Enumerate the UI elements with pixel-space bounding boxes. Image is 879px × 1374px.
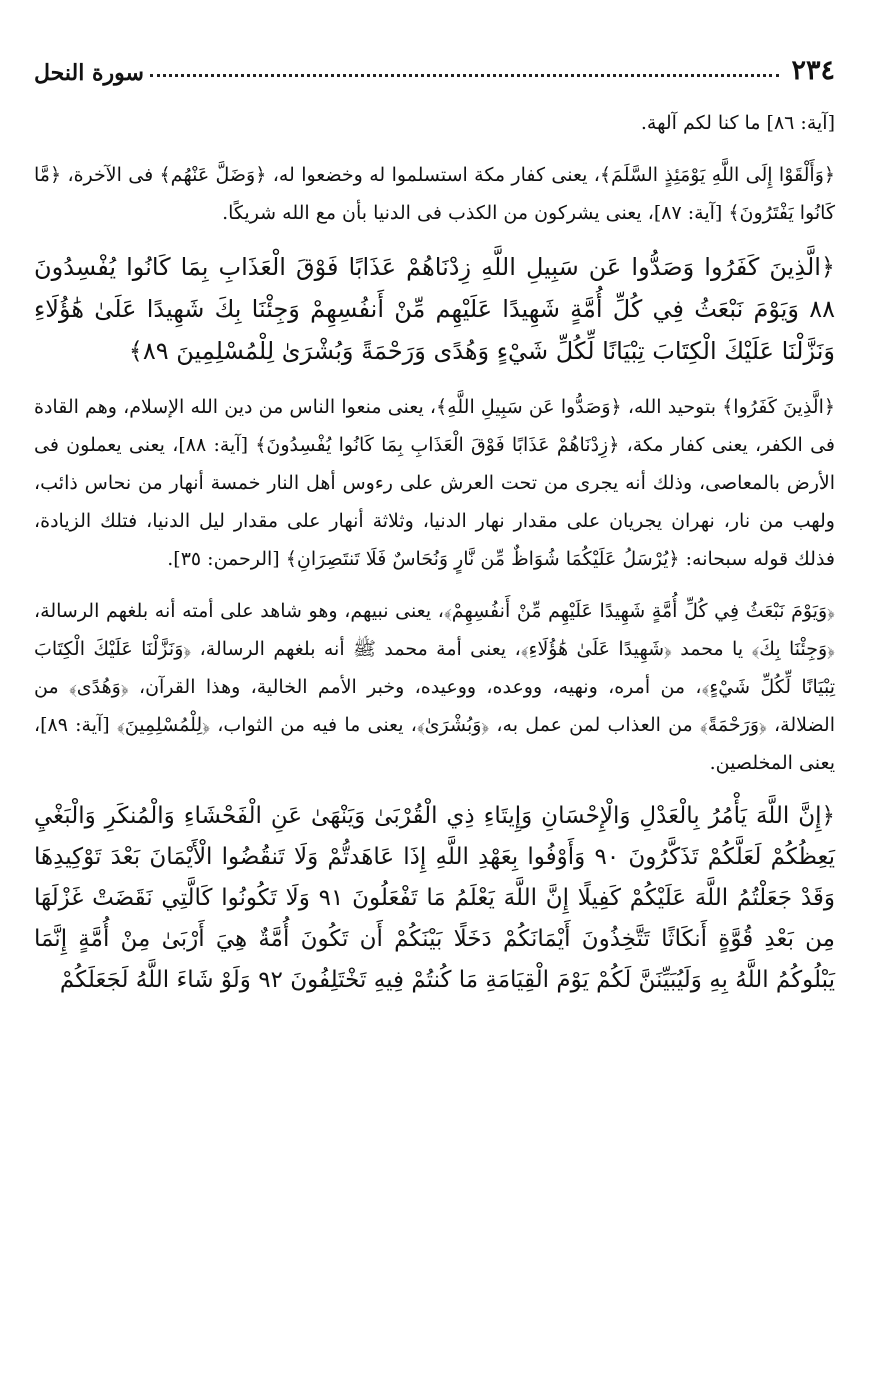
header-dotted-leader [150, 74, 780, 77]
page-number: ٢٣٤ [791, 55, 835, 86]
commentary-continuation: [آية: ٨٦] ما كنا لكم آلهة. [640, 112, 835, 134]
quran-verses-88-89: ﴿الَّذِينَ كَفَرُوا وَصَدُّوا عَن سَبِيلِ اللَّهِ زِدْنَاهُمْ عَذَابًا فَوْقَ الْعَذَابِ بِمَا كَانُوا يُفْسِدُونَ ٨٨ وَيَوْمَ نَبْعَثُ فِي كُلِّ أُمَّةٍ شَهِيدًا عَلَيْهِم مِّنْ أَنفُسِهِمْ وَجِئْنَا بِكَ شَهِيدًا عَلَىٰ هَٰؤُلَاءِ وَنَزَّلْنَا عَلَيْكَ الْكِتَابَ تِبْيَانًا لِّكُلِّ شَيْءٍ وَهُدًى وَرَحْمَةً وَبُشْرَىٰ لِلْمُسْلِمِينَ ٨٩﴾ [34, 253, 835, 365]
quran-verses-90-93: ﴿إِنَّ اللَّهَ يَأْمُرُ بِالْعَدْلِ وَالْإِحْسَانِ وَإِيتَاءِ ذِي الْقُرْبَىٰ وَيَنْهَىٰ عَنِ الْفَحْشَاءِ وَالْمُنكَرِ وَالْبَغْيِ يَعِظُكُمْ لَعَلَّكُمْ تَذَكَّرُونَ ٩٠ وَأَوْفُوا بِعَهْدِ اللَّهِ إِذَا عَاهَدتُّمْ وَلَا تَنقُضُوا الْأَيْمَانَ بَعْدَ تَوْكِيدِهَا وَقَدْ جَعَلْتُمُ اللَّهَ عَلَيْكُمْ كَفِيلًا إِنَّ اللَّهَ يَعْلَمُ مَا تَفْعَلُونَ ٩١ وَلَا تَكُونُوا كَالَّتِي نَقَضَتْ غَزْلَهَا مِن بَعْدِ قُوَّةٍ أَنكَاثًا تَتَّخِذُونَ أَيْمَانَكُمْ دَخَلًا بَيْنَكُمْ أَن تَكُونَ أُمَّةٌ هِيَ أَرْبَىٰ مِنْ أُمَّةٍ إِنَّمَا يَبْلُوكُمُ اللَّهُ بِهِ وَلَيُبَيِّنَنَّ لَكُمْ يَوْمَ الْقِيَامَةِ مَا كُنتُمْ فِيهِ تَخْتَلِفُونَ ٩٢ وَلَوْ شَاءَ اللَّهُ لَجَعَلَكُمْ [34, 803, 835, 993]
commentary-verse-88: ﴿الَّذِينَ كَفَرُوا﴾ بتوحيد الله، ﴿وَصَدُّوا عَن سَبِيلِ اللَّهِ﴾، يعنى منعوا الناس من دين الله الإسلام، وهم القادة فى الكفر، يعنى كفار مكة، ﴿زِدْنَاهُمْ عَذَابًا فَوْقَ الْعَذَابِ بِمَا كَانُوا يُفْسِدُونَ﴾ [آية: ٨٨]، يعنى يعملون فى الأرض بالمعاصى، وذلك أنه يجرى من تحت العرش على رءوس أهل النار خمسة أنهار من نحاس ذائب، ولهب من نار، نهران يجريان على مقدار نهار الدنيا، وثلاثة أنهار على مقدار ليل الدنيا، فتلك الزيادة، فذلك قوله سبحانه: ﴿يُرْسَلُ عَلَيْكُمَا شُوَاظٌ مِّن نَّارٍ وَنُحَاسٌ فَلَا تَنتَصِرَانِ﴾ [الرحمن: ٣٥]. [34, 396, 835, 570]
page-header [34, 52, 835, 86]
commentary-verse-89: ﴿وَيَوْمَ نَبْعَثُ فِي كُلِّ أُمَّةٍ شَهِيدًا عَلَيْهِم مِّنْ أَنفُسِهِمْ﴾، يعنى نبيهم، وهو شاهد على أمته أنه بلغهم الرسالة، ﴿وَجِئْنَا بِكَ﴾ يا محمد ﴿شَهِيدًا عَلَىٰ هَٰؤُلَاءِ﴾، يعنى أمة محمد ﷺ أنه بلغهم الرسالة، ﴿وَنَزَّلْنَا عَلَيْكَ الْكِتَابَ تِبْيَانًا لِّكُلِّ شَيْءٍ﴾، من أمره، ونهيه، ووعده، ووعيده، وخبر الأمم الخالية، وهذا القرآن، ﴿وَهُدًى﴾ من الضلالة، ﴿وَرَحْمَةً﴾ من العذاب لمن عمل به، ﴿وَبُشْرَىٰ﴾، يعنى ما فيه من الثواب، ﴿لِلْمُسْلِمِينَ﴾ [آية: ٨٩]، يعنى المخلصين. [34, 600, 835, 774]
commentary-verse-87: ﴿وَأَلْقَوْا إِلَى اللَّهِ يَوْمَئِذٍ السَّلَمَ﴾، يعنى كفار مكة استسلموا له وخضعوا له، ﴿وَضَلَّ عَنْهُم﴾ فى الآخرة، ﴿مَّا كَانُوا يَفْتَرُونَ﴾ [آية: ٨٧]، يعنى يشركون من الكذب فى الدنيا بأن مع الله شريكًا. [34, 164, 835, 224]
surah-title: سورة النحل [34, 60, 144, 86]
